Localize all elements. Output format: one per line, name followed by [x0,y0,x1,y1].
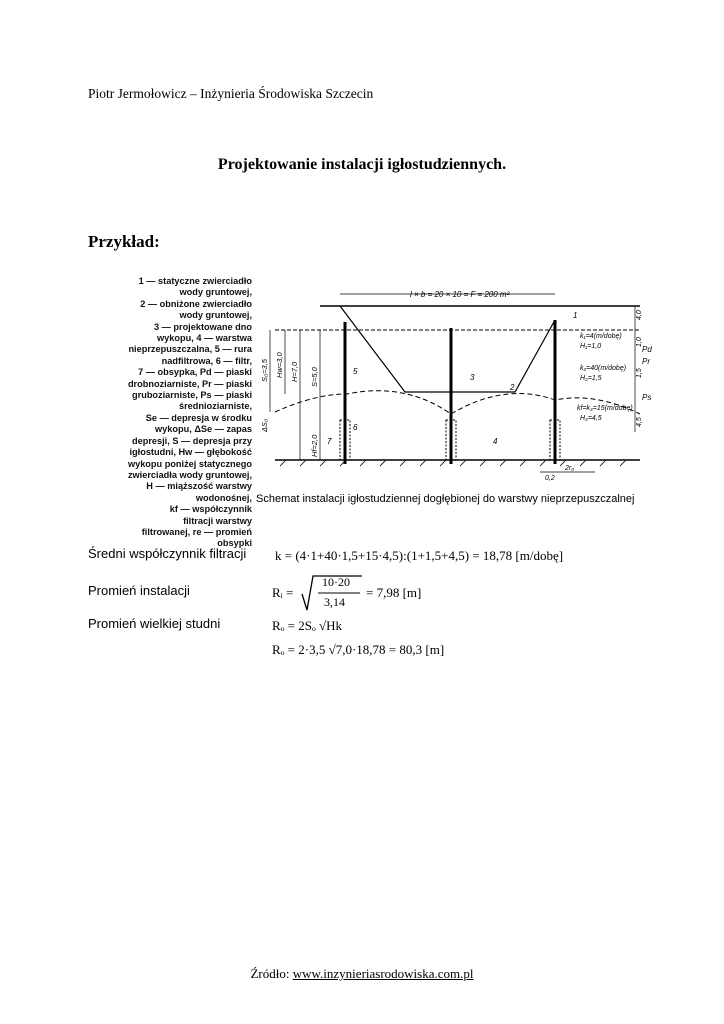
legend-line: depresji, S — depresja przy [132,435,252,446]
dim-hw: Hw=3,0 [275,352,284,378]
layer2-kf: k₂=40(m/dobę) [580,365,627,372]
dim-s: S=5,0 [310,367,319,387]
legend-line: 3 — projektowane dno [153,321,252,332]
legend-line: drobnoziarniste, Pr — piaski [127,378,252,389]
legend-line: średnioziarniste, [178,401,252,412]
section-heading: Przykład: [88,232,160,251]
legend-line: wodonośnej, [195,492,252,503]
layer1-kf: k₁=4(m/dobę) [580,333,622,340]
well-left [340,322,350,464]
diagram-legend [112,276,252,550]
soil-ps: Ps [642,393,652,402]
legend-line: zwierciadła wody gruntowej, [127,469,252,480]
label-4: 4 [493,437,498,446]
dim-delta-s0: ΔS₀ [260,418,269,432]
layer3-kf: kf=k₃=15(m/dobę) [577,405,633,412]
excavation-outline [340,306,555,392]
legend-line: nadfiltrowa, 6 — filtr, [161,355,252,366]
formula-big-well: Rₒ = 2Sₒ √Hk [272,618,342,633]
legend-line: wody gruntowej, [179,287,252,298]
formula-radius-lhs: Rᵢ = [272,585,294,600]
dim-s0: S₀=3,5 [260,359,269,382]
legend-line: Se — depresja w środku [145,412,252,423]
legend-line: nieprzepuszczalna, 5 — rura [128,344,252,355]
legend-line: kf — współczynnik [169,504,252,515]
dim-h: H=7,0 [290,361,299,382]
source-prefix: Źródło: [250,966,293,981]
formula-radius-numerator: 10·20 [322,575,350,589]
diagram-caption: Schemat instalacji igłostudziennej dogłębionej do warstwy nieprzepuszczalnej [256,493,635,505]
source-footer [0,966,724,982]
formula-filtration: k = (4·1+40·1,5+15·4,5):(1+1,5+4,5) = 18,78 [m/dobę] [275,548,564,563]
legend-line: wody gruntowej, [179,310,252,321]
formula-radius-denominator: 3,14 [324,595,345,609]
layer3-h: H₃=4,5 [580,415,602,422]
dim-hf: Hf=2,0 [310,434,319,457]
label-7: 7 [327,437,332,446]
legend-line: 1 — statyczne zwierciadło [138,276,252,286]
label-3: 3 [470,373,475,382]
legend-line: gruboziarniste, Ps — piaski [132,390,252,401]
soil-pr: Pr [642,357,650,366]
label-6: 6 [353,423,358,432]
top-dimension-label: l × b = 20 × 10 = F = 200 m² [410,290,510,299]
legend-line: obsypki [217,538,252,549]
legend-line: wykopu, 4 — warstwa [157,333,252,344]
layer3-side: 4,5 [636,417,643,427]
bottom-dim-2r0: 2r₀ [565,465,575,472]
calc-label-filtration: Średni współczynnik filtracji [88,546,247,561]
legend-line: igłostudni, Hw — głębokość [129,447,252,458]
author-header: Piotr Jermołowicz – Inżynieria Środowiska Szczecin [88,86,374,101]
layer1-side2: 4,0 [636,310,643,320]
legend-line: filtrowanej, re — promień [141,526,252,537]
calc-label-big-well: Promień wielkiej studni [88,616,221,631]
formula-big-well-result: Rₒ = 2·3,5 √7,0·18,78 = 80,3 [m] [272,642,445,657]
bottom-dim-02: 0,2 [545,475,555,482]
needle-well-diagram [255,282,655,487]
well-right [550,320,560,464]
legend-line: H — miąższość warstwy [146,481,252,492]
legend-line: 2 — obniżone zwierciadło [140,298,252,309]
legend-line: filtracji warstwy [183,515,252,526]
well-middle [446,328,456,464]
layer2-h: H₂=1,5 [580,375,602,382]
layer1-side: 1,0 [636,337,643,347]
document-title: Projektowanie instalacji igłostudziennych. [217,156,507,173]
source-link[interactable]: www.inzynieriasrodowiska.com.pl [292,966,474,981]
label-1: 1 [573,311,578,320]
layer1-h: H₁=1,0 [580,343,602,350]
calc-label-radius: Promień instalacji [88,583,190,598]
legend-line: wykopu poniżej statycznego [127,458,252,469]
label-2: 2 [510,383,515,392]
legend-line: 7 — obsypka, Pd — piaski [138,367,252,378]
soil-pd: Pd [642,345,652,354]
label-5: 5 [353,367,358,376]
layer2-side: 1,5 [636,368,643,378]
legend-line: wykopu, ΔSe — zapas [155,424,252,435]
formula-radius-rhs: = 7,98 [m] [366,585,422,600]
